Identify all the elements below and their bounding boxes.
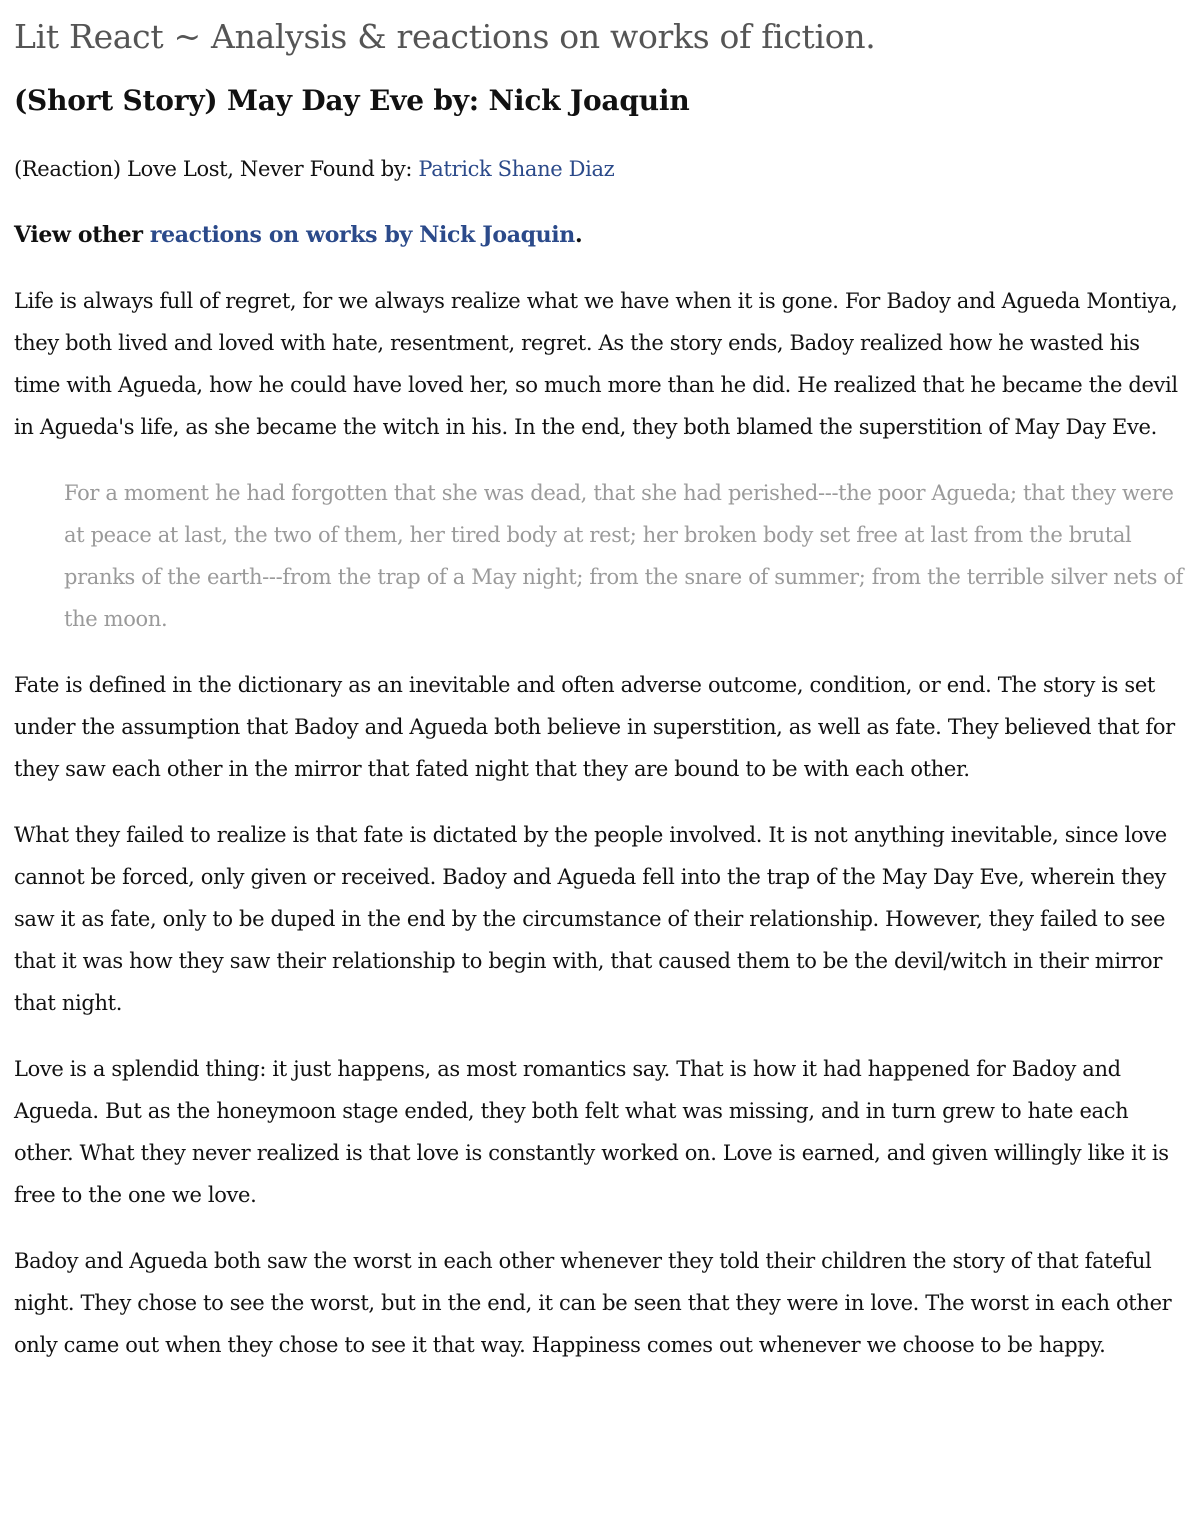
body-paragraph-4: Love is a splendid thing: it just happens, as most romantics say. That is how it had happened for Badoy and Agueda. But as the honeymoon stage ended, they both felt what was missing, and in turn grew to hate each other. What they never realized is that love is constantly worked on. Love is earned, and given willingly like it is free to the one we love. xyxy=(14,1057,1169,1207)
view-other-reactions xyxy=(14,214,1186,256)
body-paragraph-3: What they failed to realize is that fate is dictated by the people involved. It is not anything inevitable, since love cannot be forced, only given or received. Badoy and Agueda fell into the trap of the May Day Eve, wherein they saw it as fate, only to be duped in the end by the circumstance of their relationship. However, they failed to see that it was how they saw their relationship to begin with, that caused them to be the devil/witch in their mirror that night. xyxy=(14,823,1167,1015)
view-other-prefix: View other xyxy=(14,222,150,248)
view-other-suffix: . xyxy=(574,222,583,248)
story-title: (Short Story) May Day Eve by: Nick Joaquin xyxy=(14,84,690,117)
story-quote: For a moment he had forgotten that she was dead, that she had perished---the poor Agueda; that they were at peace at last, the two of them, her tired body at rest; her broken body set free at last from the brutal pranks of the earth---from the trap of a May night; from the snare of summer; from the terrible silver nets of the moon. xyxy=(64,481,1184,631)
view-other-reactions-link[interactable]: reactions on works by Nick Joaquin xyxy=(149,222,575,248)
reaction-author-link[interactable]: Patrick Shane Diaz xyxy=(418,157,615,181)
site-title: Lit React ~ Analysis & reactions on works of fiction. xyxy=(14,17,876,56)
reaction-byline xyxy=(14,148,1186,190)
body-paragraph-2: Fate is defined in the dictionary as an inevitable and often adverse outcome, condition, or end. The story is set under the assumption that Badoy and Agueda both believe in superstition, as well as fate. They believed that for they saw each other in the mirror that fated night that they are bound to be with each other. xyxy=(14,673,1175,781)
body-paragraph-1: Life is always full of regret, for we always realize what we have when it is gone. For Badoy and Agueda Montiya, they both lived and loved with hate, resentment, regret. As the story ends, Badoy realized how he wasted his time with Agueda, how he could have loved her, so much more than he did. He realized that he became the devil in Agueda's life, as she became the witch in his. In the end, they both blamed the superstition of May Day Eve. xyxy=(14,289,1178,439)
reaction-byline-text: (Reaction) Love Lost, Never Found by: xyxy=(14,157,419,181)
body-paragraph-5: Badoy and Agueda both saw the worst in each other whenever they told their children the story of that fateful night. They chose to see the worst, but in the end, it can be seen that they were in love. The worst in each other only came out when they chose to see it that way. Happiness comes out whenever we choose to be happy. xyxy=(14,1249,1172,1357)
